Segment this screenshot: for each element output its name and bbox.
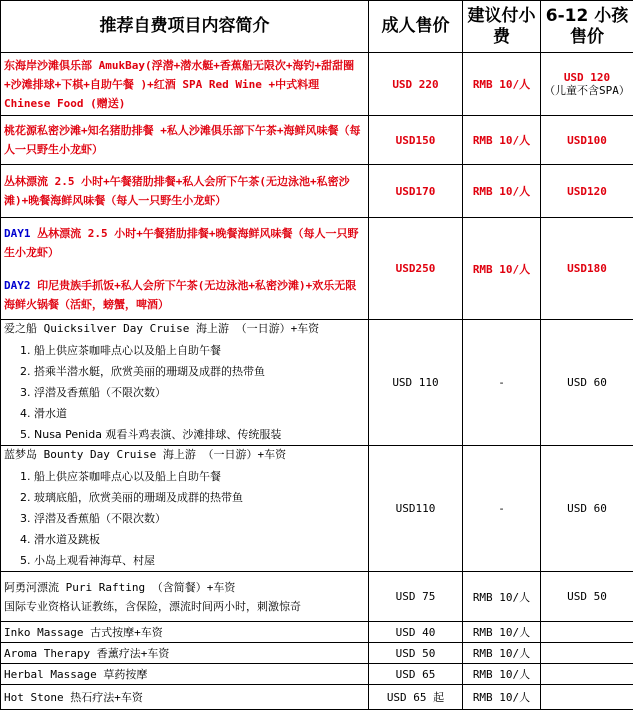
day2-label: DAY2 [4, 279, 31, 292]
child-price-note: （儿童不含SPA） [544, 84, 630, 98]
table-row [1, 685, 633, 710]
feature-item: 2. 搭乘半潜水艇，欣赏美丽的珊瑚及成群的热带鱼 [34, 361, 365, 382]
item-description: Inko Massage 古式按摩+车资 [1, 622, 369, 643]
header-item: 推荐自费项目内容简介 [1, 1, 369, 53]
child-price [541, 664, 633, 685]
table-row [1, 572, 633, 622]
adult-price: USD150 [369, 116, 463, 165]
tip-amount: - [463, 320, 541, 446]
day1-label: DAY1 [4, 227, 31, 240]
adult-price: USD 50 [369, 643, 463, 664]
feature-item: 3. 浮潜及香蕉船（不限次数） [34, 382, 365, 403]
tip-amount: RMB 10/人 [463, 685, 541, 710]
item-description: Herbal Massage 草药按摩 [1, 664, 369, 685]
adult-price: USD 110 [369, 320, 463, 446]
adult-price: USD110 [369, 446, 463, 572]
adult-price: USD 65 [369, 664, 463, 685]
header-child-price: 6-12 小孩售价 [541, 1, 633, 53]
day1-text: 丛林漂流 2.5 小时+午餐猪肋排餐+晚餐海鲜风味餐（每人一只野生小龙虾） [4, 227, 358, 259]
adult-price: USD 220 [369, 53, 463, 116]
table-row [1, 165, 633, 218]
tip-amount: RMB 10/人 [463, 116, 541, 165]
tip-amount: RMB 10/人 [463, 218, 541, 320]
item-description: 东海岸沙滩俱乐部 AmukBay(浮潜+潜水艇+香蕉船无限次+海钓+甜甜圈+沙滩排球+下棋+自助午餐 )+红酒 SPA Red Wine +中式料理 Chinese Food (赠送) [1, 53, 369, 116]
day1-line [4, 224, 365, 262]
table-row [1, 446, 633, 572]
adult-price: USD 65 起 [369, 685, 463, 710]
tip-amount: RMB 10/人 [463, 165, 541, 218]
child-price: USD 60 [541, 320, 633, 446]
child-price: USD 120 [544, 71, 630, 84]
feature-item: 4. 滑水道 [34, 403, 365, 424]
feature-item: 1. 船上供应茶咖啡点心以及船上自助午餐 [34, 340, 365, 361]
child-price-cell [541, 53, 633, 116]
tip-amount: RMB 10/人 [463, 53, 541, 116]
table-row [1, 643, 633, 664]
feature-item: 4. 滑水道及跳板 [34, 529, 365, 550]
feature-item: 5. Nusa Penida 观看斗鸡表演、沙滩排球、传统服装 [34, 424, 365, 445]
adult-price: USD 75 [369, 572, 463, 622]
item-description: 桃花源私密沙滩+知名猪肋排餐 +私人沙滩俱乐部下午茶+海鲜风味餐（每人一只野生小龙虾） [1, 116, 369, 165]
feature-list [4, 466, 365, 571]
feature-item: 2. 玻璃底船，欣赏美丽的珊瑚及成群的热带鱼 [34, 487, 365, 508]
feature-item: 3. 浮潜及香蕉船（不限次数） [34, 508, 365, 529]
tip-amount: - [463, 446, 541, 572]
cruise-title: 蓝梦岛 Bounty Day Cruise 海上游 （一日游）+车资 [4, 446, 365, 464]
rafting-detail: 国际专业资格认证教练，含保险，漂流时间两小时，刺激惊奇 [4, 597, 365, 616]
child-price: USD100 [541, 116, 633, 165]
rafting-title: 阿勇河漂流 Puri Rafting （含简餐）+车资 [4, 578, 365, 597]
adult-price: USD170 [369, 165, 463, 218]
header-tip: 建议付小费 [463, 1, 541, 53]
item-description: Aroma Therapy 香薰疗法+车资 [1, 643, 369, 664]
tip-amount: RMB 10/人 [463, 643, 541, 664]
item-description: Hot Stone 热石疗法+车资 [1, 685, 369, 710]
feature-item: 1. 船上供应茶咖啡点心以及船上自助午餐 [34, 466, 365, 487]
child-price: USD 60 [541, 446, 633, 572]
tip-amount: RMB 10/人 [463, 622, 541, 643]
child-price: USD180 [541, 218, 633, 320]
tip-amount: RMB 10/人 [463, 664, 541, 685]
tip-amount: RMB 10/人 [463, 572, 541, 622]
feature-item: 5. 小岛上观看神海草、村屋 [34, 550, 365, 571]
feature-list [4, 340, 365, 445]
header-row [1, 1, 633, 53]
item-description: 丛林漂流 2.5 小时+午餐猪肋排餐+私人会所下午茶(无边泳池+私密沙滩)+晚餐海鲜风味餐（每人一只野生小龙虾） [1, 165, 369, 218]
cruise-title: 爱之船 Quicksilver Day Cruise 海上游 （一日游）+车资 [4, 320, 365, 338]
child-price [541, 685, 633, 710]
table-row [1, 116, 633, 165]
header-adult-price: 成人售价 [369, 1, 463, 53]
child-price [541, 643, 633, 664]
table-row [1, 218, 633, 320]
item-description [1, 446, 369, 572]
adult-price: USD250 [369, 218, 463, 320]
day2-line [4, 276, 365, 314]
day2-text: 印尼贵族手抓饭+私人会所下午茶(无边泳池+私密沙滩)+欢乐无限海鲜火锅餐（活虾，螃蟹，啤酒） [4, 279, 356, 311]
child-price: USD120 [541, 165, 633, 218]
item-description [1, 218, 369, 320]
adult-price: USD 40 [369, 622, 463, 643]
item-description [1, 572, 369, 622]
item-description [1, 320, 369, 446]
table-row [1, 664, 633, 685]
child-price [541, 622, 633, 643]
table-row [1, 320, 633, 446]
table-row [1, 53, 633, 116]
child-price: USD 50 [541, 572, 633, 622]
table-row [1, 622, 633, 643]
